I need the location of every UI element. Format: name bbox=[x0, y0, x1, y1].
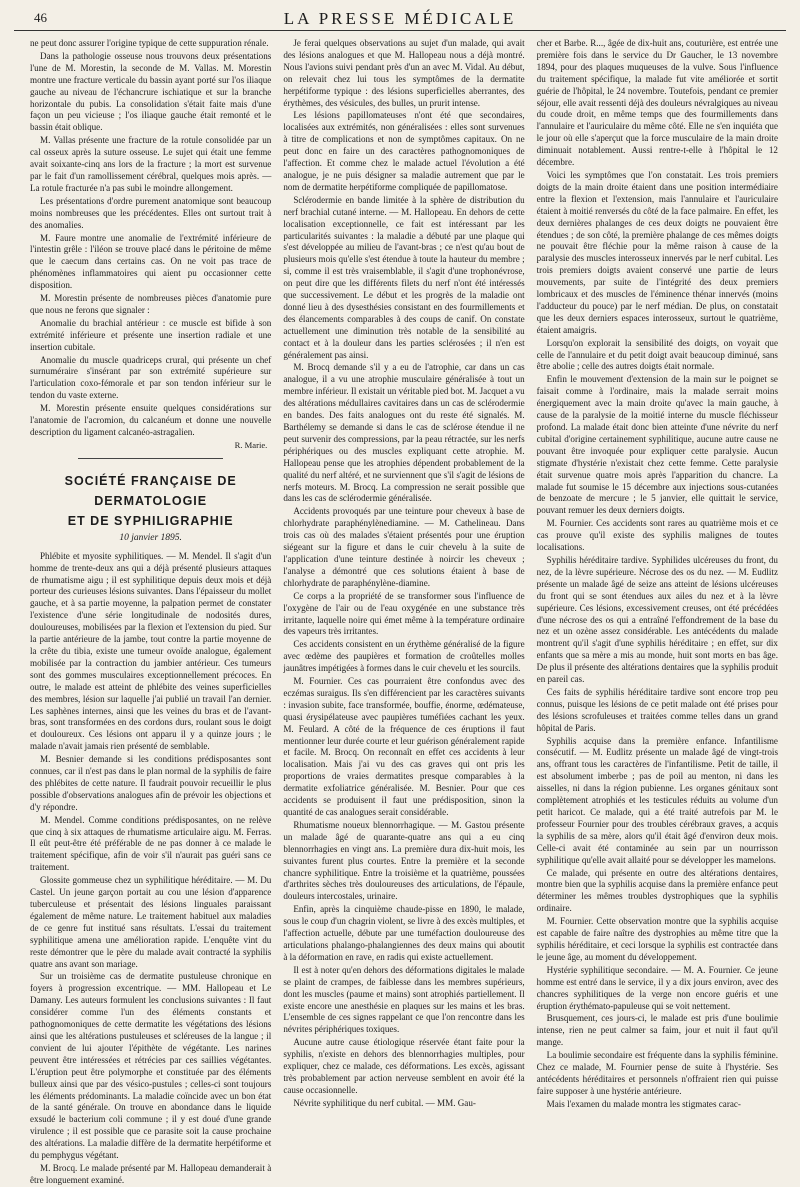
column-3 bbox=[537, 38, 778, 1110]
paragraph: M. Morestin présente ensuite quelques considérations sur l'anatomie de l'acromion, du calcanéum et donne une nouvelle description du ligament calcanéo-astragalien. bbox=[30, 403, 272, 437]
paragraph: Hystérie syphilitique secondaire. — M. A. Fournier. Ce jeune homme est entré dans le service, il y a dix jours environ, avec des chancres syphilitiques de la verge non encore guéris et une éruption érythémato-papuleuse qui se voit nettement. bbox=[536, 964, 778, 1011]
section-divider bbox=[78, 458, 223, 459]
paragraph: Anomalie du brachial antérieur : ce muscle est bifide à son extrémité inférieure et présente une insertion radiale et une insertion cubitale. bbox=[30, 317, 272, 352]
society-title-line-2: ET DE SYPHILIGRAPHIE bbox=[67, 513, 234, 528]
paragraph: Syphilis héréditaire tardive. Syphilides ulcéreuses du front, du nez, de la lèvre supérieure. Nécrose des os du nez. — M. Eudlitz présente un malade âgé de seize ans atteint de lésions ulcéreuses du front qui se sont étendues aux ailes du nez et à la lèvre supérieure. Ces lésions, excessivement creuses, ont été précédées d'une nécrose des os qui a entraîné l'effondrement de la base du nez et un ozène assez considérable. Les antécédents du malade montrent qu'il s'agit d'une syphilis héréditaire ; en effet, sur dix enfants que sa mère a mis au monde, huit sont morts en bas âge. De plus il présente des altérations dentaires que la syphilis produit en pareil cas. bbox=[536, 554, 778, 685]
paragraph: Mais l'examen du malade montra les stigmates carac- bbox=[546, 1098, 741, 1109]
paragraph: Il est à noter qu'en dehors des déformations digitales le malade se plaint de crampes, de faiblesse dans les membres supérieurs, dont les muscles (paume et mains) sont atrophiés partiellement. Il existe encore une anesthésie en plaques sur les mains et les bras. L'ensemble de ces signes rappelant ce que l'on rencontre dans les névrites périphériques toxiques. bbox=[283, 964, 525, 1035]
session-date: 10 janvier 1895. bbox=[119, 532, 182, 543]
paragraph: M. Fournier. Ces accidents sont rares au quatrième mois et ce cas prouve qu'il existe des syphilis malignes de toutes localisations. bbox=[536, 518, 778, 553]
page-header bbox=[14, 8, 786, 31]
paragraph: M. Brocq demande s'il y a eu de l'atrophie, car dans un cas analogue, il a vu une atrophie musculaire généralisée à tout un membre inférieur. Il existait un véritable pied bot. M. Jacquet a vu des altérations médullaires cavitaires dans un cas de sclérodermie en bandes. Des faits analogues ont du reste été signalés. M. Barthélemy se demande si dans le cas de sclérose étendue il ne peut survenir des compressions, par la peau rétractée, sur les nerfs périphériques ou des muscles expliquant cette atrophie. M. Hallopeau pense que les atrophies dépendent probablement de la qualité du nerf altéré, et ne surviennent que s'il s'agit de lésions de nerfs moteurs. M. Brocq. La compression ne serait possible que dans les cas de sclérodermie généralisée. bbox=[283, 362, 525, 504]
paragraph: Aucune autre cause étiologique réservée étant faite pour la syphilis, n'existe en dehors des blennorrhagies multiples, pour expliquer, chez ce malade, ces déformations. Les excès, agissant très probablement par action nerveuse semblent en avoir été la cause occasionnelle. bbox=[283, 1037, 525, 1095]
paragraph: M. Fournier. Cette observation montre que la syphilis acquise est capable de faire naître des dystrophies au même titre que la syphilis héréditaire, et ceci lorsque la syphilis est contractée dans le jeune âge, au moment du développement. bbox=[536, 916, 778, 962]
text-columns bbox=[30, 38, 778, 1185]
paragraph: Lorsqu'on explorait la sensibilité des doigts, on voyait que celle de l'annulaire et du petit doigt avait beaucoup diminué, sans être abolie ; celle des autres doigts était normale. bbox=[536, 337, 778, 372]
paragraph: Dans la pathologie osseuse nous trouvons deux présentations l'une de M. Morestin, la seconde de M. Vallas. M. Morestin montre une fracture verticale du bassin ayant porté sur l'os iliaque gauche au niveau de l'échancrure ischiatique et sur la branche horizontale du pubis. La consolidation s'était faite mais d'une façon un peu vicieuse ; l'os iliaque gauche était remonté et le bassin était oblique. bbox=[30, 50, 272, 133]
column-2 bbox=[283, 38, 524, 1110]
paragraph: Ces accidents consistent en un érythème généralisé de la figure avec œdème des paupières et formation de croûtelles molles jaunâtres impétigées à formes dans le cuir chevelu et les sourcils. bbox=[283, 639, 525, 674]
paragraph: Ce corps a la propriété de se transformer sous l'influence de l'oxygène de l'air ou de l'eau oxygénée en une substance très irritante, laquelle noire qui émet même à la température ordinaire des vapeurs très irritantes. bbox=[283, 590, 525, 637]
paragraph: Névrite syphilitique du nerf cubital. — MM. Gau- bbox=[293, 1097, 476, 1108]
journal-title: LA PRESSE MÉDICALE bbox=[283, 9, 517, 28]
paragraph: Accidents provoqués par une teinture pour cheveux à base de chlorhydrate paraphénylènediamine. — M. Cathelineau. Dans trois cas où des malades s'étaient présentés pour une éruption siégeant sur la figure et dans le cuir chevelu à la suite de l'application d'une teinture destinée à noircir les cheveux ; l'analyse a démontré que ces solutions étaient à base de chlorhydrate de paraphénylène-diamine. bbox=[283, 506, 525, 588]
paragraph: M. Mendel. Comme conditions prédisposantes, on ne relève que cinq à six attaques de rhumatisme articulaire aigu. M. Ferras. Il eût peut-être été préférable de ne pas donner à ce malade le traitement spécifique, afin de voir s'il n'aurait pas guéri sans ce traitement. bbox=[30, 814, 272, 873]
paragraph: Rhumatisme noueux blennorrhagique. — M. Gastou présente un malade âgé de quarante-quatre ans qui a eu cinq blennorrhagies en vingt ans. La première dura dix-huit mois, les suivantes furent plus courtes. Entre la première et la seconde chancre syphilitique. Entre la troisième et la quatrième, poussées d'arthrites sèches très douloureuses des articulations, de l'épaule, douleurs intercostales, urinaire. bbox=[283, 819, 525, 902]
paragraph: Enfin, après la cinquième chaude-pisse en 1890, le malade, sous le coup d'un chagrin violent, se livre à des excès multiples, et l'affection actuelle, débute par une tuméfaction douloureuse des articulations phalango-phalangiennes des deux mains qui aboutit à la déformation en rave, en radis qui existe actuellement. bbox=[283, 904, 525, 962]
paragraph: M. Fournier. Ces cas pourraient être confondus avec des eczémas suraigus. Ils s'en différencient par les caractères suivants : invasion subite, face transformée, bouffie, énorme, œdémateuse, quasi érysipélateuse avec paupières tuméfiées cachant les yeux. M. Feulard. A côté de la fréquence de ces éruptions il faut mentionner leur durée courte et leur guérison généralement rapide et facile. M. Brocq. On reconnaît en effet ces accidents à leur localisation. Mais j'ai vu des cas graves qui ont pris les proportions de vraies dermatites presque comparables à la dermatite exfoliatrice généralisée. M. Besnier. Pour que ces accidents se produisent il faut une prédisposition, sinon la quantité de cas analogues serait considérable. bbox=[283, 676, 525, 817]
paragraph: Voici les symptômes que l'on constatait. Les trois premiers doigts de la main droite étaient dans une position intermédiaire entre la flexion et l'extension, mais l'annulaire et l'auriculaire étaient à moitié renversés du côté de la face palmaire. En effet, les deux dernières phalanges de ces deux doigts ne pouvaient être étendues ; de son côté, la première phalange de ces mêmes doigts ne pouvait être fléchie pour la même raison à cause de la paralysie des muscles interosseux innervés par le nerf cubital. Les trois premiers doigts avaient conservé une partie de leurs mouvements, par suite de l'intégrité des deux premiers lombricaux et des muscles de l'éminence thénar innervés (moins l'adducteur du pouce) par le nerf médian. De plus, on constatait que les deux derniers espaces interosseux, surtout le quatrième, étaient amaigris. bbox=[536, 169, 778, 335]
paragraph: ne peut donc assurer l'origine typique de cette suppuration rénale. bbox=[30, 38, 269, 48]
society-title bbox=[30, 471, 271, 531]
paragraph: Phlébite et myosite syphilitiques. — M. Mendel. Il s'agit d'un homme de trente-deux ans qui a déjà présenté plusieurs attaques de rhumatisme aigu ; il est syphilitique depuis deux mois et déjà porteur des curieuses lésions suivantes. Dans l'épaisseur du mollet gauche, et à sa partie moyenne, la palpation permet de constater l'existence d'une série longitudinale de nodosités dures, douloureuses, mobilisées par la flexion et l'extension du pied. Sur la partie antérieure de la jambe, tout contre la partie moyenne de la crête du tibia, existe une tumeur ovoïde analogue, également mobilisée par la contraction du jambier antérieur. Ces tumeurs sont des gommes musculaires exceptionnellement précoces. En outre, le malade est atteint de phlébite des veines superficielles des membres, lésion sur laquelle j'ai publié un travail l'an dernier. Les saphènes internes, ainsi que les veines du bras et de l'avant-bras, sont transformées en des cordons durs, roulant sous le doigt et douloureux. Ces lésions ont apparu il y a quinze jours ; le malade n'avait jamais rien présenté de semblable. bbox=[30, 550, 272, 752]
paragraph: cher et Barbe. R..., âgée de dix-huit ans, couturière, est entrée une première fois dans le service du Dr Gaucher, le 13 novembre 1894, pour des plaques muqueuses de la vulve. Sous l'influence du traitement spécifique, la malade fut vite améliorée et sortit guérie de l'hôpital, le 24 novembre. Toutefois, pendant ce premier séjour, elle avait ressenti déjà des douleurs névralgiques au niveau du coude droit, en même temps que des fourmillements dans l'annulaire et l'auriculaire du même côté. Elle ne s'en inquiéta que le jour où elle s'aperçut que la force musculaire de la main droite diminuait notablement. Aussi rentre-t-elle à l'hôpital le 12 décembre. bbox=[536, 38, 778, 168]
paragraph: M. Brocq. Le malade présenté par M. Hallopeau demanderait à être longuement examiné. bbox=[30, 1162, 272, 1185]
paragraph: Anomalie du muscle quadriceps crural, qui présente un chef surnuméraire s'insérant par son extrémité supérieure sur l'articulation coxo-fémorale et par son tendon inférieur sur le tendon du vaste externe. bbox=[30, 354, 272, 401]
society-title-line-1: SOCIÉTÉ FRANÇAISE DE DERMATOLOGIE bbox=[64, 473, 237, 508]
paragraph: Brusquement, ces jours-ci, le malade est pris d'une boulimie intense, rien ne peut calmer sa faim, jour et nuit il faut qu'il mange. bbox=[536, 1013, 778, 1048]
paragraph: M. Vallas présente une fracture de la rotule consolidée par un cal osseux après la suture osseuse. Le sujet qui était une femme avait soixante-cinq ans lors de la fracture ; la mort est survenue par le fait d'un ramollissement cérébral, quelques mois après. — La rotule fracturée n'a pas subi le moindre allongement. bbox=[30, 135, 272, 193]
paragraph: Syphilis acquise dans la première enfance. Infantilisme consécutif. — M. Eudlitz présente un malade âgé de vingt-trois ans, offrant tous les caractères de l'infantilisme. Petit de taille, il est absolument imberbe ; pas de poil au menton, ni dans les aisselles, ni dans la région pubienne. Les organes génitaux sont complètement atrophiés et les testicules réduits au volume d'un petit haricot. Ce malade, qui a été traité autrefois par M. le professeur Fournier pour des troubles cérébraux graves, a acquis la syphilis de sa mère, alors qu'il était âgé d'environ deux mois. Celle-ci avait été contaminée au sein par un nourrisson syphilitique qu'elle avait allaité pour se développer les mamelons. bbox=[536, 735, 778, 865]
column-1 bbox=[30, 38, 272, 1185]
paragraph: Sur un troisième cas de dermatite pustuleuse chronique en foyers à progression excentrique. — MM. Hallopeau et Le Damany. Les auteurs formulent les conclusions suivantes : Il faut considérer comme l'un des éléments constants et pathognomoniques de cette dermatite les végétations des lésions ainsi que les altérations pustuleuses et scléreuses de la langue ; il convient de lui ajouter l'épithète de végétante. Les narines peuvent être intéressées et rétrécies par ces saillies végétantes. L'éruption peut être polymorphe et constituée par des éléments bulleux ainsi que par des vésico-pustules ; celles-ci sont toujours les éléments prédominants. La maladie coïncide avec un bon état de la santé générale. On trouve en abondance dans le liquide exsudé le bacterium coli commune ; il y est doué d'une grande virulence ; il est possible que ce parasite soit la cause prochaine des altérations. La maladie diffère de la dermatite herpétiforme et du pemphygus végétant. bbox=[30, 971, 272, 1161]
author-signature: R. Marie. bbox=[234, 439, 268, 450]
paragraph: M. Besnier demande si les conditions prédisposantes sont connues, car il n'est pas dans le plan normal de la syphilis de faire des phlébites de cette nature. Il faudrait pouvoir recueillir le plus possible d'observations analogues afin de prévoir les objections et d'y répondre. bbox=[30, 754, 272, 812]
paragraph: Les présentations d'ordre purement anatomique sont beaucoup moins nombreuses que les précédentes. Elles ont surtout trait à des anomalies. bbox=[30, 195, 272, 230]
paragraph: M. Faure montre une anomalie de l'extrémité inférieure de l'intestin grêle : l'iléon se trouve placé dans le péritoine de même que le caecum dans certains cas. On ne voit pas trace de phénomènes inflammatoires qui aient pu occasionner cette disposition. bbox=[30, 232, 272, 291]
page-number: 46 bbox=[34, 10, 47, 25]
paragraph: La boulimie secondaire est fréquente dans la syphilis féminine. Chez ce malade, M. Fournier pense de suite à l'hystérie. Ses antécédents héréditaires et personnels n'offraient rien qui puisse faire supposer à une hystérie antérieure. bbox=[536, 1050, 778, 1096]
paragraph: M. Morestin présente de nombreuses pièces d'anatomie pure que nous ne ferons que signaler : bbox=[30, 293, 272, 315]
paragraph: Glossite gommeuse chez un syphilitique héréditaire. — M. Du Castel. Un jeune garçon portait au cou une lésion d'apparence tuberculeuse et présentait des lésions linguales paraissant également de même nature. Le traitement habituel aux maladies de ce genre fut institué sans résultats. L'essai du traitement syphilitique amena une amélioration rapide. L'enquête vint du reste démontrer que le père du malade avait contracté la syphilis quatre ans avant son mariage. bbox=[30, 875, 272, 969]
journal-page bbox=[14, 8, 786, 1185]
paragraph: Je ferai quelques observations au sujet d'un malade, qui avait des lésions analogues et que M. Hallopeau nous a déjà montré. Nous l'avions suivi pendant près d'un an avec M. Vidal. Au début, on relevait chez lui tous les symptômes de la dermatite herpétiforme typique : des lésions superficielles aberrantes, des érythèmes, des vésicules, des bulles, un prurit intense. bbox=[283, 38, 525, 108]
paragraph: Enfin le mouvement d'extension de la main sur le poignet se faisait comme à l'ordinaire, mais la malade serrait moins énergiquement avec la main droite qu'avec la main gauche, à cause de la paralysie de la moitié interne du muscle fléchisseur profond. La malade était donc bien atteinte d'une névrite du nerf cubital d'origine certainement syphilitique, aucune autre cause ne pouvant être invoquée pour expliquer cette paralysie. Aucun stigmate d'hystérie n'existait chez cette femme. Cette paralysie était survenue quatre mois après l'apparition du chancre. La malade fut soumise le 15 décembre aux injections sous-cutanées de benzoate de mercure ; le 5 janvier, elle quittait le service, pouvant remuer les deux derniers doigts. bbox=[536, 374, 778, 516]
paragraph: Ces faits de syphilis héréditaire tardive sont encore trop peu connus, puisque les lésions de ce petit malade ont été prises pour des lésions scrofuleuses et traitées comme telles dans un grand hôpital de Paris. bbox=[536, 686, 778, 733]
paragraph: Sclérodermie en bande limitée à la sphère de distribution du nerf brachial cutané interne. — M. Hallopeau. En dehors de cette localisation exceptionnelle, ce fait est intéressant par les particularités suivantes : la maladie a débuté par une plaque qui s'est développée au milieu de l'avant-bras ; ce n'est qu'au bout de plusieurs mois qu'elle s'est étendue à toute la hauteur du membre ; si, comme il est très vraisemblable, il s'agit d'une trophonévrose, on peut dire que les différents filets du nerf n'ont été intéressés que successivement. Le début et les progrès de la maladie ont donné lieu à des dysesthésies consistant en des fourmillements et des élancements comparables à des coups de canif. On constate actuellement une diminution très notable de la sensibilité au contact et à la douleur dans les parties sclérosées ; il n'en est généralement pas ainsi. bbox=[283, 194, 525, 360]
paragraph: Les lésions papillomateuses n'ont été que secondaires, localisées aux extrémités, non généralisées : elles sont survenues à titre de complications et non de symptômes capitaux. On ne peut donc en faire un des caractères pathognomoniques de l'affection. Et comme chez le malade actuel l'évolution a été analogue, je ne puis désigner sa maladie autrement que par le nom de dermatite herpétiforme compliquée de papillomatose. bbox=[283, 110, 525, 192]
paragraph: Ce malade, qui présente en outre des altérations dentaires, montre bien que la syphilis acquise dans la première enfance peut déterminer les mêmes troubles dystrophiques que la syphilis ordinaire. bbox=[536, 867, 778, 914]
